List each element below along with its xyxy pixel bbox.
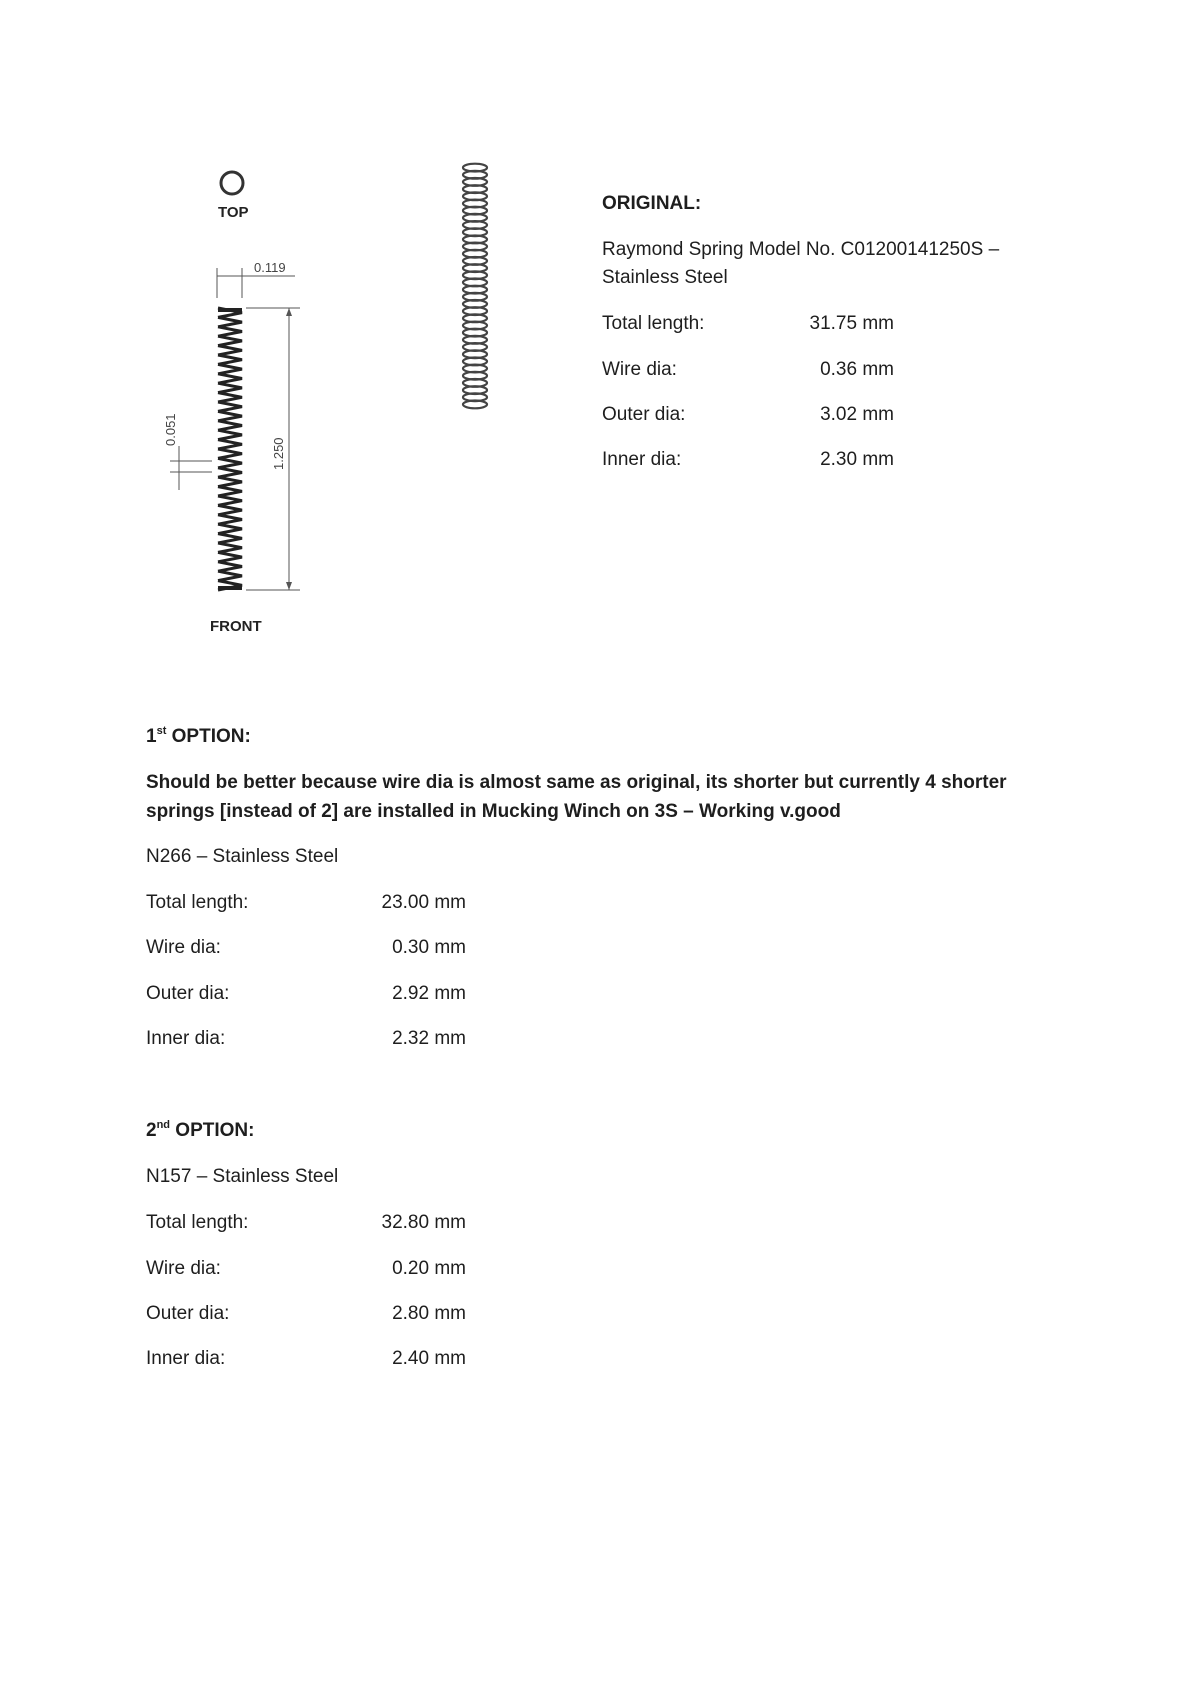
spec-value: 2.92 mm — [392, 983, 466, 1004]
spring-3d-render — [455, 160, 495, 412]
spec-value: 0.30 mm — [392, 937, 466, 958]
top-view-label: TOP — [218, 204, 249, 221]
spec-row — [146, 1255, 466, 1283]
option2-model: N157 – Stainless Steel — [146, 1166, 339, 1187]
spec-row — [146, 934, 466, 962]
option1-heading-sup: st — [156, 724, 167, 737]
original-model-line2: Stainless Steel — [602, 267, 728, 288]
original-specs-table — [602, 310, 902, 500]
spec-value: 3.02 mm — [820, 404, 894, 425]
spec-label: Wire dia: — [602, 359, 677, 380]
dim-pitch-label: 0.051 — [163, 413, 178, 446]
spec-value: 2.32 mm — [392, 1028, 466, 1049]
spec-label: Inner dia: — [602, 449, 682, 470]
dim-length-label: 1.250 — [271, 437, 286, 470]
spec-row — [602, 401, 902, 429]
spec-value: 2.80 mm — [392, 1303, 466, 1324]
option1-specs-table — [146, 889, 466, 1079]
front-view-spring — [218, 308, 242, 590]
spec-label: Inner dia: — [146, 1348, 226, 1369]
spec-value: 0.20 mm — [392, 1258, 466, 1279]
dim-outer-label: 0.119 — [254, 260, 286, 275]
spec-label: Outer dia: — [602, 404, 686, 425]
spec-label: Total length: — [602, 313, 705, 334]
option2-specs-table — [146, 1209, 466, 1399]
spec-row — [146, 1209, 466, 1237]
spec-row — [602, 310, 902, 338]
spec-row — [146, 1025, 466, 1053]
spec-value: 32.80 mm — [381, 1212, 466, 1233]
spec-value: 0.36 mm — [820, 359, 894, 380]
option1-heading — [146, 723, 251, 751]
option2-heading-num: 2 — [146, 1120, 157, 1141]
option1-heading-rest: OPTION: — [166, 726, 251, 747]
option2-heading-sup: nd — [156, 1118, 171, 1131]
spec-label: Wire dia: — [146, 1258, 221, 1279]
option2-heading — [146, 1117, 254, 1145]
spec-row — [146, 1345, 466, 1373]
spec-value: 2.30 mm — [820, 449, 894, 470]
spec-row — [146, 980, 466, 1008]
spec-label: Outer dia: — [146, 983, 230, 1004]
spring-technical-drawing — [150, 150, 320, 640]
option1-heading-num: 1 — [146, 726, 157, 747]
spec-value: 23.00 mm — [381, 892, 466, 913]
spec-label: Total length: — [146, 892, 249, 913]
spec-row — [146, 1300, 466, 1328]
spec-label: Outer dia: — [146, 1303, 230, 1324]
spec-row — [602, 356, 902, 384]
option1-note: Should be better because wire dia is almost same as original, its shorter but currently 4 shorter springs [instead of 2] are installed in Mucking Winch on 3S – Working v.good — [146, 772, 1007, 822]
top-view-ring — [221, 172, 243, 194]
original-heading: ORIGINAL: — [602, 193, 702, 214]
front-view-label: FRONT — [210, 618, 262, 635]
spec-row — [602, 446, 902, 474]
spec-value: 31.75 mm — [809, 313, 894, 334]
spec-row — [146, 889, 466, 917]
spec-label: Inner dia: — [146, 1028, 226, 1049]
option2-heading-rest: OPTION: — [170, 1120, 255, 1141]
spec-value: 2.40 mm — [392, 1348, 466, 1369]
original-model-line1: Raymond Spring Model No. C01200141250S – — [602, 239, 1000, 260]
spec-label: Wire dia: — [146, 937, 221, 958]
spec-label: Total length: — [146, 1212, 249, 1233]
option1-model: N266 – Stainless Steel — [146, 846, 339, 867]
